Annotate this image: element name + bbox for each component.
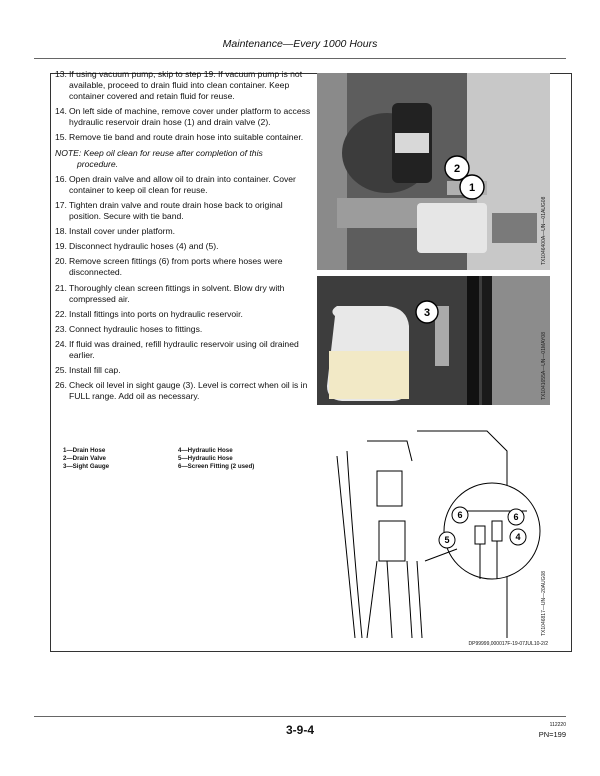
note: NOTE: Keep oil clean for reuse after completion of this procedure. <box>55 147 263 169</box>
figure-id: TX1041655A—UN—01MAY08 <box>541 332 547 400</box>
callout-6b: 6 <box>513 512 519 522</box>
legend-item: 1—Drain Hose <box>63 447 106 454</box>
callout-3: 3 <box>423 307 431 319</box>
step-26: 26. Check oil level in sight gauge (3). Level is correct when oil is in FULL range. Add oil as necessary. <box>55 380 308 402</box>
date-code: 112220 <box>549 722 566 728</box>
callout-6: 6 <box>457 510 463 520</box>
step-18: 18. Install cover under platform. <box>55 226 176 237</box>
step-14: 14. On left side of machine, remove cover under platform to access hydraulic reservoir drain hose (1) and drain valve (2). <box>55 106 311 128</box>
illustration-screen-fittings <box>317 411 550 638</box>
step-13: 13. If using vacuum pump, skip to step 19. If vacuum pump is not available, proceed to drain fluid into clean container. Keep container covered and retain fluid for reuse. <box>55 69 303 102</box>
figure-id: TX1046817—UN—20AUG08 <box>541 570 547 636</box>
step-20: 20. Remove screen fittings (6) from ports where hoses were disconnected. <box>55 256 283 278</box>
header-rule <box>34 58 566 59</box>
page-number: 3-9-4 <box>285 723 314 737</box>
step-24: 24. If fluid was drained, refill hydraulic reservoir using oil drained earlier. <box>55 338 299 360</box>
callout-1: 1 <box>468 182 476 194</box>
step-21: 21. Thoroughly clean screen fittings in solvent. Blow dry with compressed air. <box>55 282 285 304</box>
step-23: 23. Connect hydraulic hoses to fittings. <box>55 323 203 334</box>
callout-4: 4 <box>515 532 521 542</box>
page-header: Maintenance—Every 1000 Hours <box>222 38 378 50</box>
step-25: 25. Install fill cap. <box>55 365 121 376</box>
step-19: 19. Disconnect hydraulic hoses (4) and (5). <box>55 241 219 252</box>
step-16: 16. Open drain valve and allow oil to drain into container. Cover container to keep oil clean for reuse. <box>55 173 296 195</box>
legend-item: 6—Screen Fitting (2 used) <box>178 463 255 471</box>
footer-rule <box>34 716 566 717</box>
legend-item: 3—Sight Gauge <box>63 463 110 471</box>
photo-drain-valve <box>317 73 550 270</box>
photo-sight-gauge <box>317 276 550 405</box>
step-15: 15. Remove tie band and route drain hose into suitable container. <box>55 132 304 143</box>
legend-item: 2—Drain Valve <box>63 455 106 463</box>
procedure-steps <box>55 69 313 406</box>
callout-5: 5 <box>444 535 450 545</box>
doc-reference: DP99999,000017F-19-07JUL10-2/2 <box>468 641 548 647</box>
step-22: 22. Install fittings into ports on hydraulic reservoir. <box>55 308 243 319</box>
pn-number: PN=199 <box>538 730 566 739</box>
callout-2: 2 <box>453 163 461 175</box>
step-17: 17. Tighten drain valve and route drain hose back to original position. Secure with tie band. <box>55 199 283 222</box>
legend-item: 4—Hydraulic Hose <box>178 447 233 454</box>
legend-item: 5—Hydraulic Hose <box>178 455 233 463</box>
figure-id: TX1046400A—UN—01AUG08 <box>541 196 547 265</box>
